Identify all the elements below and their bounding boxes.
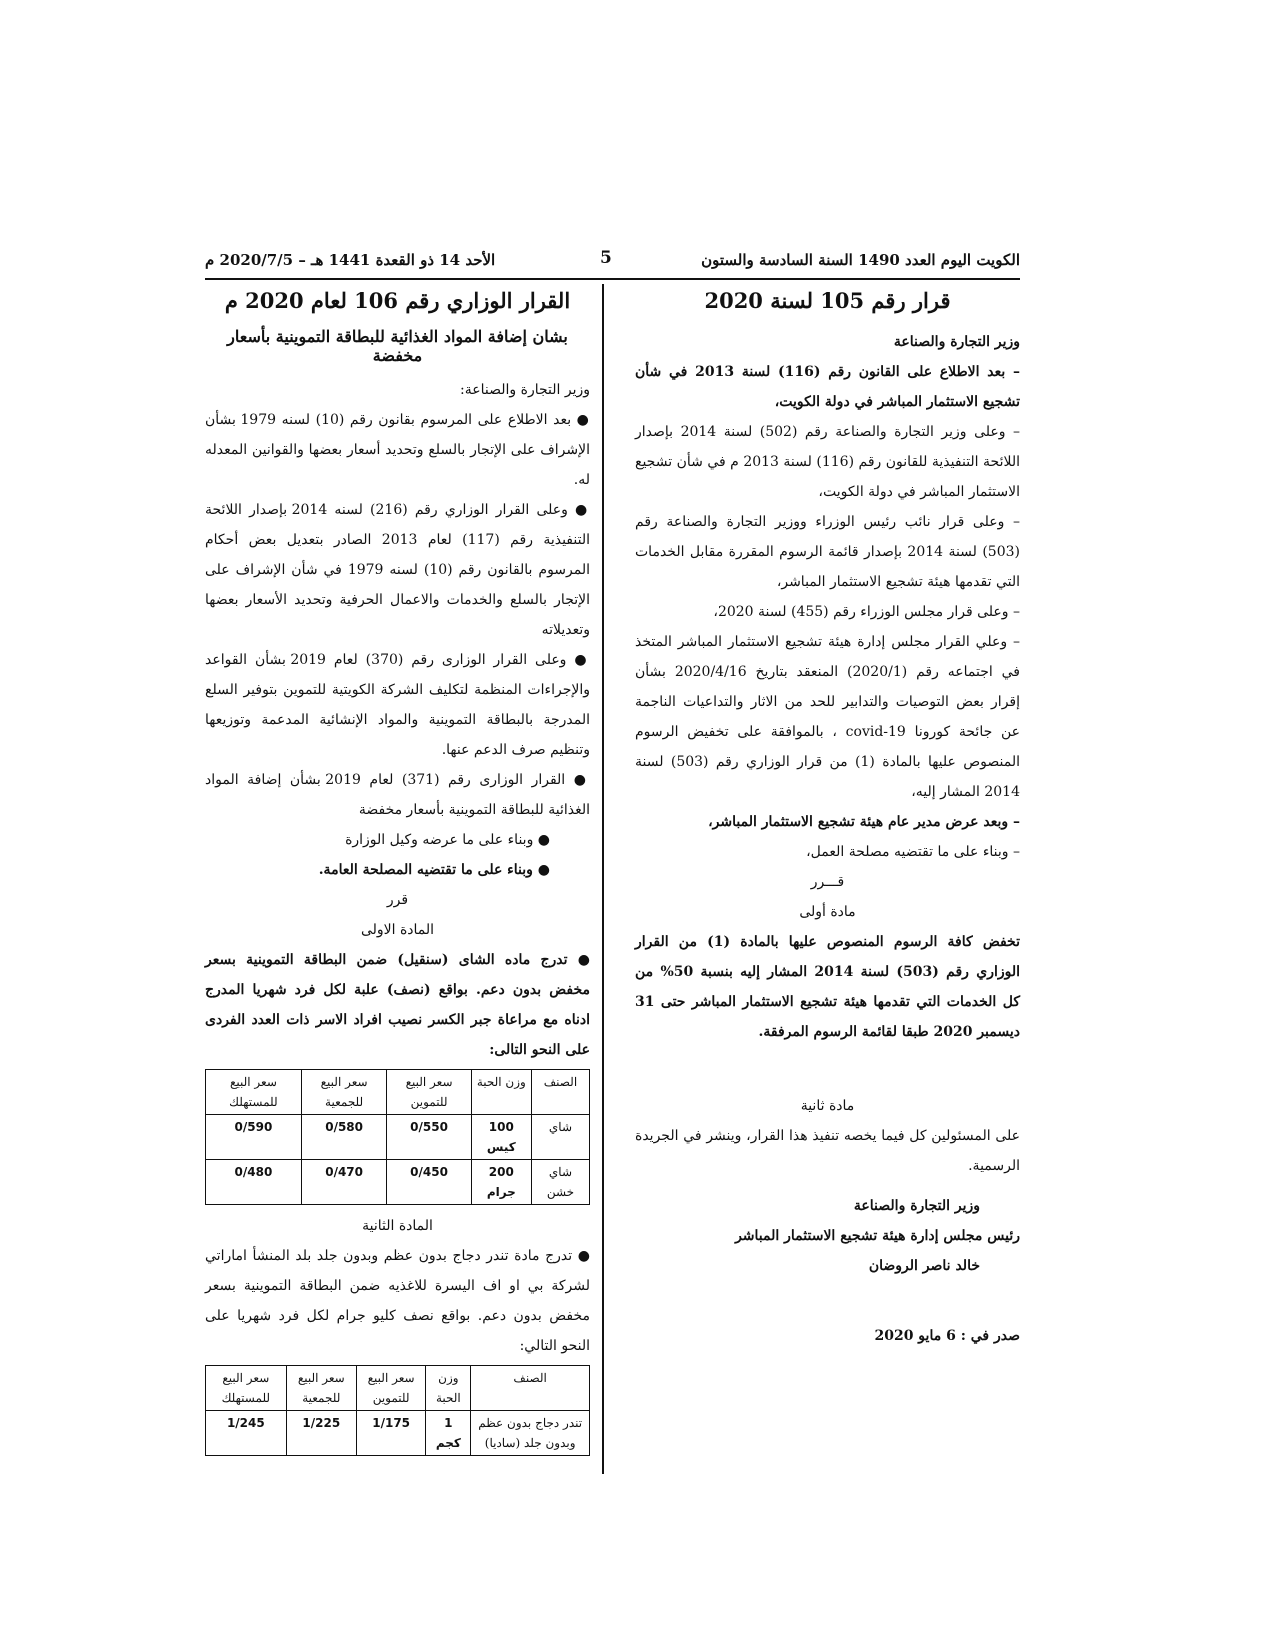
minister-line: وزير التجارة والصناعة xyxy=(893,334,1020,350)
spacer xyxy=(635,1047,1020,1091)
issued-date: صدر في : 6 مايو 2020 xyxy=(874,1328,1020,1344)
decision-106-title: القرار الوزاري رقم 106 لعام 2020 م xyxy=(224,288,571,313)
signature-block xyxy=(635,1191,1020,1281)
decision-106 xyxy=(205,284,590,1462)
col-header: سعر البيع للجمعية xyxy=(286,1366,356,1411)
col-header: سعر البيع للجمعية xyxy=(301,1070,386,1115)
minister-line: وزير التجارة والصناعة: xyxy=(460,382,590,398)
table-cell: 0/590 xyxy=(206,1115,302,1160)
col-header: سعر البيع للمستهلك xyxy=(206,1070,302,1115)
gazette-page xyxy=(205,248,1020,1478)
table-cell: شاي خشن xyxy=(531,1160,589,1205)
col-header: وزن الحبة xyxy=(426,1366,471,1411)
table-cell: 1/175 xyxy=(356,1411,425,1456)
preamble-5: – وعلي القرار مجلس إدارة هيئة تشجيع الاستثمار المباشر المتخذ في اجتماعه رقم (2020/1) المنعقد بتاريخ 2020/4/16 بشأن إقرار بعض التوصيات والتدابير للحد من الاثار والتداعيات الناجمة عن جائحة كورونا covid-19 ، بالموافقة على تخفيض الرسوم المنصوص عليها بالمادة (1) من قرار الوزاري رقم (503) لسنة 2014 المشار إليه، xyxy=(635,634,1021,800)
bullet-2: ● وعلى القرار الوزاري رقم (216) لسنه 2014 بإصدار اللائحة التنفيذية رقم (117) لعام 2013 الصادر بتعديل بعض أحكام المرسوم بالقانون رقم (10) لسنه 1979 في شأن الإشراف على الإتجار بالسلع والخدمات والاعمال الحرفية وتحديد الأسعار بعضها وتعديلاته xyxy=(205,502,591,638)
col-header: الصنف xyxy=(471,1366,590,1411)
decision-106-subtitle: بشان إضافة المواد الغذائية للبطاقة التموينية بأسعار مخفضة xyxy=(227,327,568,365)
decision-105 xyxy=(635,284,1020,1351)
table-cell: 1/225 xyxy=(286,1411,356,1456)
chicken-price-table xyxy=(205,1365,590,1456)
decided-heading: قـــرر xyxy=(810,874,845,890)
signature-board: رئيس مجلس إدارة هيئة تشجيع الاستثمار المباشر xyxy=(735,1228,1020,1244)
article-1-heading: المادة الاولى xyxy=(360,922,435,938)
signature-name: خالد ناصر الروضان xyxy=(868,1258,980,1274)
spacer xyxy=(635,1281,1020,1321)
table-row xyxy=(206,1411,590,1456)
table-cell: شاي xyxy=(531,1115,589,1160)
table-row xyxy=(206,1115,590,1160)
preamble-4: – وعلى قرار مجلس الوزراء رقم (455) لسنة 2020، xyxy=(713,604,1020,620)
table-cell: 1 كجم xyxy=(426,1411,471,1456)
table-cell: 0/550 xyxy=(387,1115,471,1160)
bullet-1: ● بعد الاطلاع على المرسوم بقانون رقم (10) لسنه 1979 بشأن الإشراف على الإتجار بالسلع وتحديد أسعار بعضها والقوانين المعدله له. xyxy=(205,412,590,488)
preamble-3: – وعلى قرار نائب رئيس الوزراء ووزير التجارة والصناعة رقم (503) لسنة 2014 بإصدار قائمة الرسوم المقررة مقابل الخدمات التي تقدمها هيئة تشجيع الاستثمار المباشر، xyxy=(635,514,1020,590)
header-date: الأحد 14 ذو القعدة 1441 هـ – 2020/7/5 م xyxy=(205,251,496,269)
table-cell: 1/245 xyxy=(206,1411,287,1456)
table-cell: 0/450 xyxy=(387,1160,471,1205)
bullet-4: ● القرار الوزارى رقم (371) لعام 2019 بشأن إضافة المواد الغذائية للبطاقة التموينية بأسعار مخفضة xyxy=(205,772,590,818)
table-cell: 100 كيس xyxy=(471,1115,531,1160)
col-header: سعر البيع للمستهلك xyxy=(206,1366,287,1411)
article-1-text: ● تدرج ماده الشاى (سنقيل) ضمن البطاقة التموينية بسعر مخفض بدون دعم. بواقع (نصف) علبة لكل فرد شهريا المدرج ادناه مع مراعاة جبر الكسر نصيب افراد الاسر ذات العدد الفردى على النحو التالى: xyxy=(205,952,590,1058)
column-divider xyxy=(602,284,604,1474)
header-issue: الكويت اليوم العدد 1490 السنة السادسة والستون xyxy=(701,251,1020,269)
page-number: 5 xyxy=(600,248,612,268)
table-cell: 200 جرام xyxy=(471,1160,531,1205)
decision-105-title: قرار رقم 105 لسنة 2020 xyxy=(704,288,951,313)
col-header: سعر البيع للتموين xyxy=(387,1070,471,1115)
col-header: الصنف xyxy=(531,1070,589,1115)
article-2-text: ● تدرج مادة تندر دجاج بدون عظم وبدون جلد بلد المنشأ اماراتي لشركة بي او اف اليسرة للاغذيه ضمن البطاقة التموينية بسعر مخفض بدون دعم. بواقع نصف كليو جرام لكل فرد شهريا على النحو التالي: xyxy=(205,1248,590,1354)
article-2-text: على المسئولين كل فيما يخصه تنفيذ هذا القرار، وينشر في الجريدة الرسمية. xyxy=(635,1128,1020,1174)
article-2-heading: مادة ثانية xyxy=(800,1098,855,1114)
signature-minister: وزير التجارة والصناعة xyxy=(853,1198,980,1214)
preamble-7: – وبناء على ما تقتضيه مصلحة العمل، xyxy=(806,844,1020,860)
col-header: سعر البيع للتموين xyxy=(356,1366,425,1411)
bullet-6: ● وبناء على ما تقتضيه المصلحة العامة. xyxy=(318,862,550,878)
table-cell: 0/480 xyxy=(206,1160,302,1205)
tea-price-table xyxy=(205,1069,590,1205)
preamble-1: – بعد الاطلاع على القانون رقم (116) لسنة 2013 في شأن تشجيع الاستثمار المباشر في دولة الكويت، xyxy=(635,364,1021,410)
table-cell: تندر دجاج بدون عظم وبدون جلد (ساديا) xyxy=(471,1411,590,1456)
article-1-text: تخفض كافة الرسوم المنصوص عليها بالمادة (1) من القرار الوزاري رقم (503) لسنة 2014 المشار إليه بنسبة 50% من كل الخدمات التي تقدمها هيئة تشجيع الاستثمار المباشر حتى 31 ديسمبر 2020 طبقا لقائمة الرسوم المرفقة. xyxy=(635,934,1020,1040)
preamble-6: – وبعد عرض مدير عام هيئة تشجيع الاستثمار المباشر، xyxy=(708,814,1020,830)
col-header: وزن الحبة xyxy=(471,1070,531,1115)
table-row xyxy=(206,1160,590,1205)
article-2-heading: المادة الثانية xyxy=(362,1218,433,1234)
decided-heading: قرر xyxy=(386,892,409,908)
page-header xyxy=(205,248,1020,280)
table-cell: 0/580 xyxy=(301,1115,386,1160)
table-cell: 0/470 xyxy=(301,1160,386,1205)
article-1-heading: مادة أولى xyxy=(799,904,856,920)
bullet-5: ● وبناء على ما عرضه وكيل الوزارة xyxy=(345,832,550,848)
preamble-2: – وعلى وزير التجارة والصناعة رقم (502) لسنة 2014 بإصدار اللائحة التنفيذية للقانون رقم (116) لسنة 2013 م في شأن تشجيع الاستثمار المباشر في دولة الكويت، xyxy=(635,424,1021,500)
bullet-3: ● وعلى القرار الوزارى رقم (370) لعام 2019 بشأن القواعد والإجراءات المنظمة لتكليف الشركة الكويتية للتموين بتوفير السلع المدرجة بالبطاقة التموينية والمواد الإنشائية المدعمة وتوزيعها وتنظيم صرف الدعم عنها. xyxy=(205,652,590,758)
